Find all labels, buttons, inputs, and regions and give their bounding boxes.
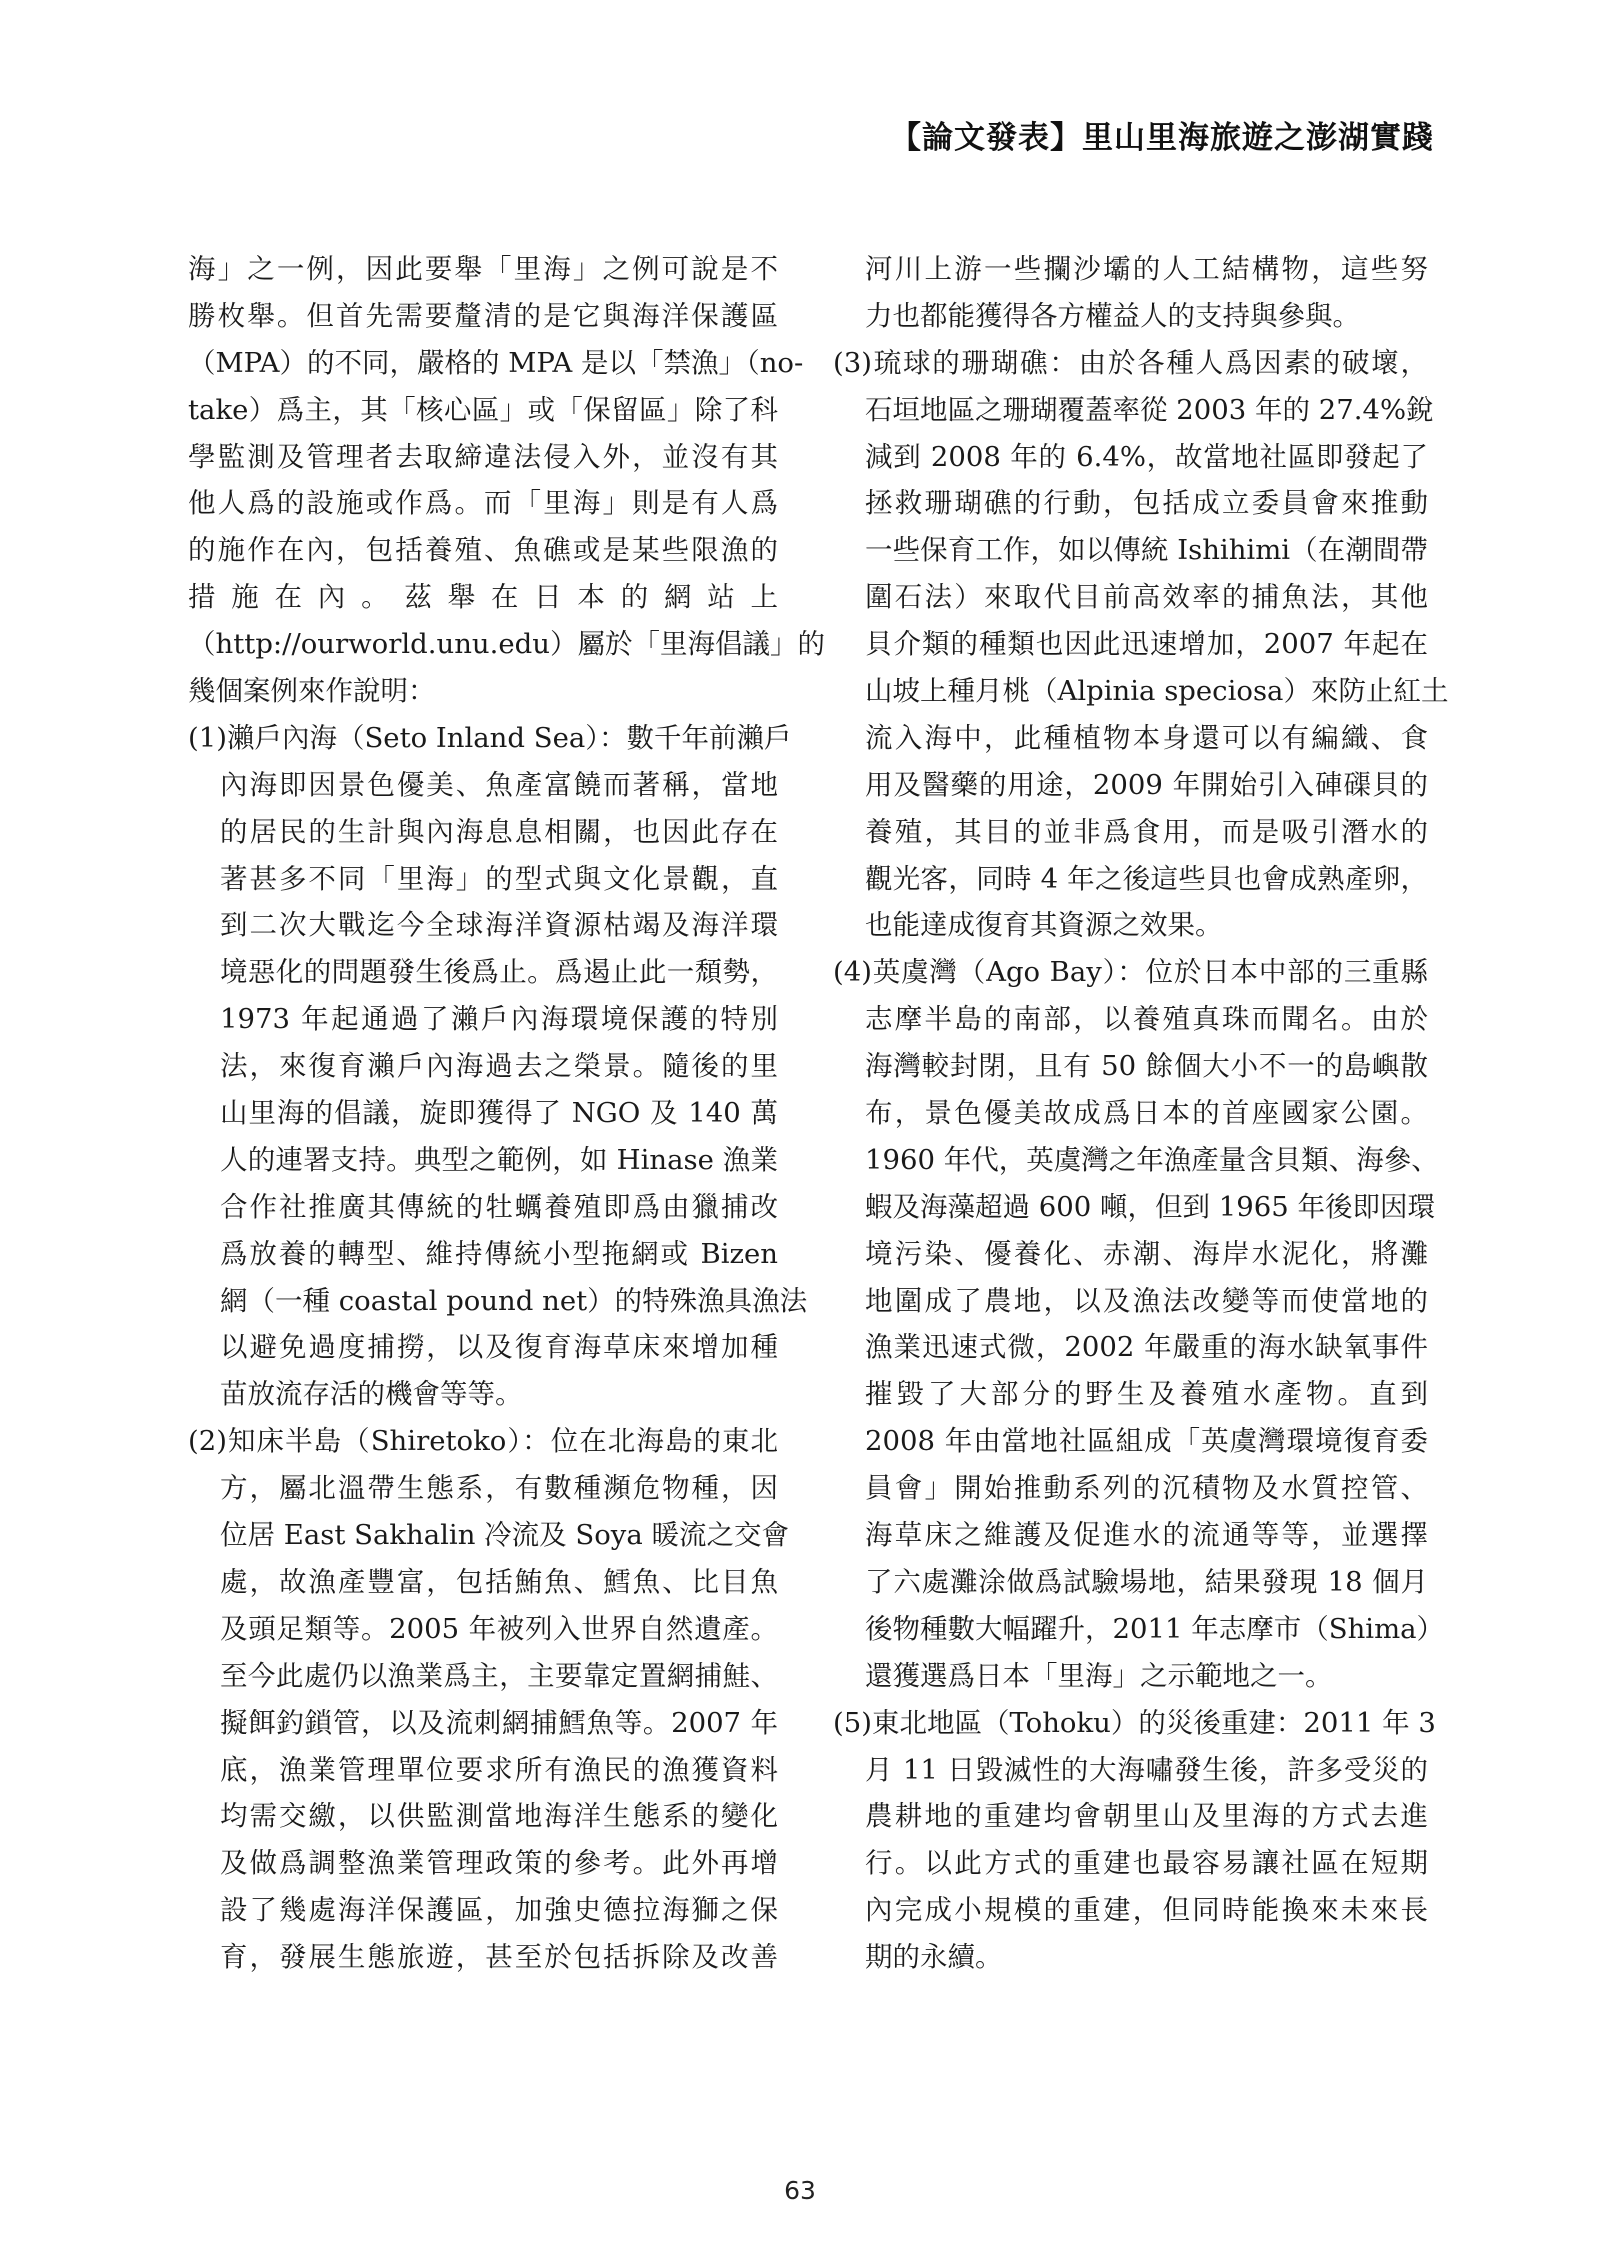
text-line: 位居 East Sakhalin 冷流及 Soya 暖流之交會 <box>220 1519 789 1552</box>
text-line: 境惡化的問題發生後爲止。爲遏止此一頹勢， <box>220 956 778 989</box>
text-line: 擬餌釣鎖管，以及流刺網捕鱈魚等。2007 年 <box>220 1706 778 1739</box>
text-line: take）爲主，其「核心區」或「保留區」除了科 <box>188 393 778 426</box>
text-line: 地圍成了農地，以及漁法改變等而使當地的 <box>865 1284 1428 1317</box>
text-line: (1)瀨戶內海（Seto Inland Sea）：數千年前瀨戶 <box>188 721 792 754</box>
text-line: (4)英虞灣（Ago Bay）：位於日本中部的三重縣 <box>833 956 1428 989</box>
text-line: 也能達成復育其資源之效果。 <box>865 909 1223 942</box>
text-line: 減到 2008 年的 6.4%，故當地社區即發起了 <box>865 440 1428 473</box>
text-line: 流入海中，此種植物本身還可以有編織、食 <box>865 721 1428 754</box>
text-line: 2008 年由當地社區組成「英虞灣環境復育委 <box>865 1425 1428 1458</box>
right-column <box>833 246 1449 1981</box>
text-line: 海」之一例，因此要舉「里海」之例可說是不 <box>188 253 778 285</box>
text-line: (5)東北地區（Tohoku）的災後重建：2011 年 3 <box>833 1706 1436 1739</box>
text-line: 了六處灘涂做爲試驗場地，結果發現 18 個月 <box>865 1565 1428 1598</box>
text-line: 山里海的倡議，旋即獲得了 NGO 及 140 萬 <box>220 1097 778 1130</box>
text-line: 及做爲調整漁業管理政策的參考。此外再增 <box>220 1847 778 1880</box>
text-line: (2)知床半島（Shiretoko）：位在北海島的東北 <box>188 1425 778 1458</box>
text-line: （http://ourworld.unu.edu）屬於「里海倡議」的 <box>188 628 825 661</box>
text-line: 境污染、優養化、赤潮、海岸水泥化，將灘 <box>865 1237 1428 1270</box>
text-line: 蝦及海藻超過 600 噸，但到 1965 年後即因環 <box>865 1190 1435 1223</box>
text-line: 他人爲的設施或作爲。而「里海」則是有人爲 <box>188 487 778 520</box>
text-line: 底，漁業管理單位要求所有漁民的漁獲資料 <box>220 1753 778 1786</box>
text-line: 行。以此方式的重建也最容易讓社區在短期 <box>865 1847 1428 1880</box>
text-line: 勝枚舉。但首先需要釐清的是它與海洋保護區 <box>188 299 778 332</box>
page-number: 63 <box>784 2176 816 2205</box>
text-line: 海草床之維護及促進水的流通等等，並選擇 <box>865 1519 1428 1552</box>
text-line: 摧毀了大部分的野生及養殖水產物。直到 <box>865 1378 1428 1411</box>
left-column <box>188 246 825 1981</box>
text-line: 以避免過度捕撈，以及復育海草床來增加種 <box>220 1331 778 1364</box>
text-line: 苗放流存活的機會等等。 <box>220 1378 523 1411</box>
running-header: 【論文發表】里山里海旅遊之澎湖實踐 <box>890 120 1434 156</box>
text-line: 期的永續。 <box>865 1941 1003 1974</box>
text-line: 農耕地的重建均會朝里山及里海的方式去進 <box>865 1800 1428 1833</box>
text-line: 方，屬北溫帶生態系，有數種瀕危物種，因 <box>220 1472 778 1505</box>
text-line: 員會」開始推動系列的沉積物及水質控管、 <box>865 1472 1428 1505</box>
text-line: 內完成小規模的重建，但同時能換來未來長 <box>865 1894 1428 1927</box>
text-line: 養殖，其目的並非爲食用，而是吸引潛水的 <box>865 815 1428 848</box>
text-line: 幾個案例來作說明： <box>188 675 436 708</box>
text-line: 育，發展生態旅遊，甚至於包括拆除及改善 <box>220 1941 778 1974</box>
text-line: 石垣地區之珊瑚覆蓋率從 2003 年的 27.4%銳 <box>865 393 1434 426</box>
text-line: 處，故漁產豐富，包括鮪魚、鱈魚、比目魚 <box>220 1565 778 1598</box>
text-line: 網（一種 coastal pound net）的特殊漁具漁法 <box>220 1284 808 1317</box>
text-line: 1973 年起通過了瀨戶內海環境保護的特別 <box>220 1003 778 1036</box>
text-line: 觀光客，同時 4 年之後這些貝也會成熟產卵， <box>865 862 1428 895</box>
text-line: 爲放養的轉型、維持傳統小型拖網或 Bizen <box>220 1237 778 1270</box>
text-line: 法，來復育瀨戶內海過去之榮景。隨後的里 <box>220 1050 778 1083</box>
text-line: 至今此處仍以漁業爲主，主要靠定置網捕鮭、 <box>220 1659 778 1692</box>
text-line: 均需交繳，以供監測當地海洋生態系的變化 <box>220 1800 778 1833</box>
text-line: 圍石法）來取代目前高效率的捕魚法，其他 <box>865 581 1428 614</box>
text-line: (3)琉球的珊瑚礁：由於各種人爲因素的破壞， <box>833 346 1428 379</box>
text-line: 及頭足類等。2005 年被列入世界自然遺產。 <box>220 1612 778 1645</box>
text-line: 設了幾處海洋保護區，加強史德拉海獅之保 <box>220 1894 778 1927</box>
text-line: 月 11 日毀滅性的大海嘯發生後，許多受災的 <box>865 1753 1428 1786</box>
text-line: 1960 年代，英虞灣之年漁產量含貝類、海參、 <box>865 1143 1439 1176</box>
text-line: 布，景色優美故成爲日本的首座國家公園。 <box>865 1097 1428 1130</box>
text-line: 一些保育工作，如以傳統 Ishihimi（在潮間帶 <box>865 534 1428 567</box>
text-line: 漁業迅速式微，2002 年嚴重的海水缺氧事件 <box>865 1331 1428 1364</box>
text-line: 的居民的生計與內海息息相關，也因此存在 <box>220 815 778 848</box>
text-line: 合作社推廣其傳統的牡蠣養殖即爲由獵捕改 <box>220 1190 778 1223</box>
text-line: 措 施 在 內 。 茲 舉 在 日 本 的 網 站 上 <box>188 581 778 614</box>
text-line: 山坡上種月桃（Alpinia speciosa）來防止紅土 <box>865 675 1449 708</box>
text-line: 力也都能獲得各方權益人的支持與參與。 <box>865 299 1360 332</box>
text-line: 海灣較封閉，且有 50 餘個大小不一的島嶼散 <box>865 1050 1428 1083</box>
text-line: 河川上游一些攔沙壩的人工結構物，這些努 <box>865 253 1428 285</box>
text-line: 用及醫藥的用途，2009 年開始引入硨磲貝的 <box>865 768 1428 801</box>
text-line: 學監測及管理者去取締違法侵入外，並沒有其 <box>188 440 778 473</box>
text-line: 後物種數大幅躍升，2011 年志摩市（Shima） <box>865 1612 1445 1645</box>
text-line: 到二次大戰迄今全球海洋資源枯竭及海洋環 <box>220 909 778 942</box>
text-line: 貝介類的種類也因此迅速增加，2007 年起在 <box>865 628 1428 661</box>
text-line: 還獲選爲日本「里海」之示範地之一。 <box>865 1659 1333 1692</box>
text-line: 的施作在內，包括養殖、魚礁或是某些限漁的 <box>188 534 778 567</box>
text-line: 人的連署支持。典型之範例，如 Hinase 漁業 <box>220 1143 778 1176</box>
text-line: 拯救珊瑚礁的行動，包括成立委員會來推動 <box>865 487 1428 520</box>
text-line: 內海即因景色優美、魚產富饒而著稱，當地 <box>220 768 778 801</box>
text-line: （MPA）的不同，嚴格的 MPA 是以「禁漁」（no- <box>188 346 804 379</box>
text-line: 著甚多不同「里海」的型式與文化景觀，直 <box>220 862 778 895</box>
text-line: 志摩半島的南部，以養殖真珠而聞名。由於 <box>865 1003 1428 1036</box>
